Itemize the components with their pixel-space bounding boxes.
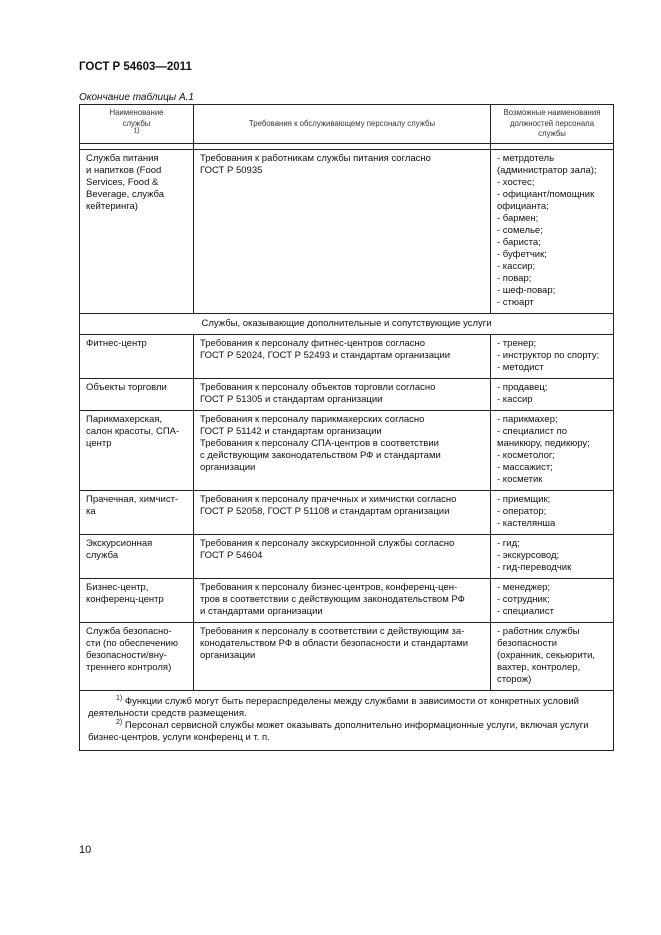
positions-cell: - работник службы безопасности (охранник, секьюрити, вахтер, контролер, сторож) [491, 623, 614, 691]
table-header-row [80, 105, 614, 144]
service-name-cell: Прачечная, химчист- ка [80, 491, 194, 535]
service-name-cell: Объекты торговли [80, 379, 194, 411]
requirements-cell: Требования к персоналу фитнес-центров согласно ГОСТ Р 52024, ГОСТ Р 52493 и стандартам организации [194, 335, 491, 379]
service-name-cell: Фитнес-центр [80, 335, 194, 379]
document-id: ГОСТ Р 54603—2011 [79, 61, 192, 73]
positions-cell: - гид; - экскурсовод; - гид-переводчик [491, 535, 614, 579]
col-header-requirements: Требования к обслуживающему персоналу службы [194, 105, 491, 144]
section-header-row [80, 314, 614, 335]
footnote-1: $^{1)}$ Функции служб могут быть перераспределены между службами в зависимости от конкретных условий [116, 694, 579, 707]
table-row [80, 379, 614, 411]
requirements-cell: Требования к персоналу бизнес-центров, конференц-цен- тров в соответствии с действующим законодательством РФ и стандартами организации [194, 579, 491, 623]
services-table [79, 104, 614, 751]
positions-cell: - тренер; - инструктор по спорту; - методист [491, 335, 614, 379]
footnote-ref-1: 1) [133, 127, 140, 135]
requirements-cell: Требования к персоналу парикмахерских согласно ГОСТ Р 51142 и стандартам организации Требования к персоналу СПА-центров в соответствии с действующим законодательством РФ и стандартами организации [194, 411, 491, 491]
requirements-cell: Требования к работникам службы питания согласно ГОСТ Р 50935 [194, 150, 491, 314]
positions-cell: - метрдотель (администратор зала); - хостес; - официант/помощник официанта; - бармен; - сомелье; - бариста; - буфетчик; - кассир; - повар; - шеф-повар; - стюарт [491, 150, 614, 314]
positions-cell: - парикмахер; - специалист по маникюру, педикюру; - косметолог; - массажист; - косметик [491, 411, 614, 491]
page-number: 10 [79, 844, 92, 856]
service-name-cell: Экскурсионная служба [80, 535, 194, 579]
service-name-cell: Бизнес-центр, конференц-центр [80, 579, 194, 623]
service-name-cell: Парикмахерская, салон красоты, СПА- центр [80, 411, 194, 491]
positions-cell: - приемщик; - оператор; - кастелянша [491, 491, 614, 535]
table-row [80, 535, 614, 579]
table-caption: Окончание таблицы А.1 [79, 92, 194, 103]
table-row [80, 411, 614, 491]
section-title: Службы, оказывающие дополнительные и сопутствующие услуги [80, 314, 614, 335]
service-name-cell: Служба питания и напитков (Food Services, Food & Beverage, служба кейтеринга) [80, 150, 194, 314]
table-row [80, 491, 614, 535]
col-header-positions: Возможные наименования должностей персонала службы [491, 105, 614, 144]
col-header-service-name: Наименование службы $^{1)}$ [80, 105, 194, 144]
positions-cell: - продавец; - кассир [491, 379, 614, 411]
footnotes-cell: $^{1)}$ Функции служб могут быть перераспределены между службами в зависимости от конкретных условий деятельности средств размещения. $^{2)}$ Персонал сервисной службы может оказывать дополнительно информационные услуги, включая услуги бизнес-центров, услуги конференц и т. п. [80, 691, 614, 751]
requirements-cell: Требования к персоналу прачечных и химчистки согласно ГОСТ Р 52058, ГОСТ Р 51108 и стандартам организации [194, 491, 491, 535]
positions-cell: - менеджер; - сотрудник; - специалист [491, 579, 614, 623]
service-name-cell: Служба безопасно- сти (по обеспечению безопасности/вну- треннего контроля) [80, 623, 194, 691]
requirements-cell: Требования к персоналу объектов торговли согласно ГОСТ Р 51305 и стандартам организации [194, 379, 491, 411]
footnote-2: $^{2)}$ Персонал сервисной службы может оказывать дополнительно информационные услуги, включая услуги [116, 718, 589, 731]
table-row [80, 623, 614, 691]
requirements-cell: Требования к персоналу экскурсионной службы согласно ГОСТ Р 54604 [194, 535, 491, 579]
footnotes-row [80, 691, 614, 751]
requirements-cell: Требования к персоналу в соответствии с действующим за- конодательством РФ в области безопасности и стандартами организации [194, 623, 491, 691]
table-row [80, 335, 614, 379]
table-row [80, 150, 614, 314]
table-row [80, 579, 614, 623]
